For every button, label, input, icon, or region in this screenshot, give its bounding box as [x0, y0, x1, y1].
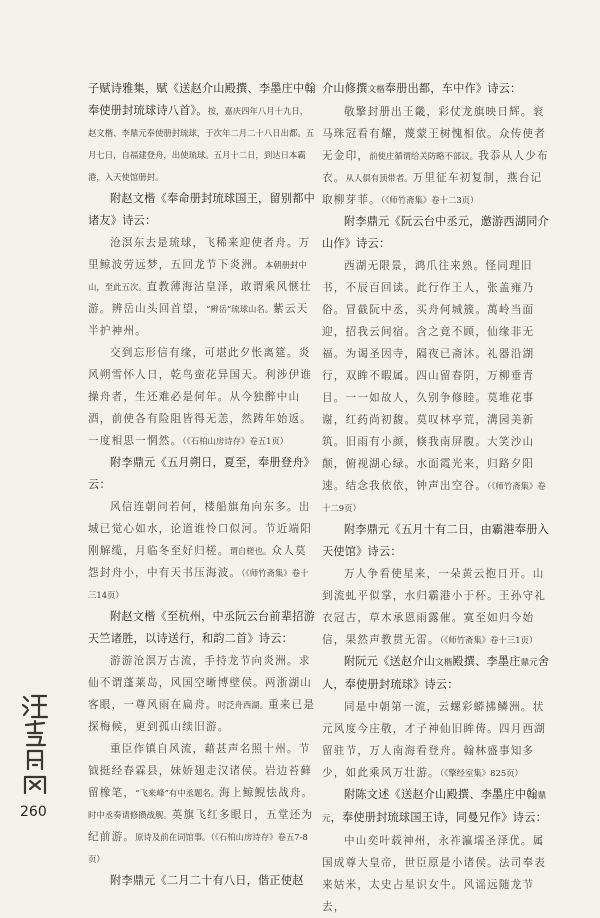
- heading-small: 鼎元: [520, 658, 538, 668]
- heading-text: 奉册出都，车中作》诗云：: [384, 82, 522, 95]
- poem-note: 时中丞奏请修攒战舰。: [88, 810, 172, 820]
- source-citation: （《师竹斋集》卷十三1页）: [439, 635, 538, 645]
- poem-line: 同是中朝第一流，云螺彩蟒拂鳞洲。状元风度今庄敬，才子神仙旧眸俦。四月西湖留驻节，万人南海看登舟。翰林盛事知多少，如此乘风万壮游。: [322, 701, 547, 779]
- heading-text: 殿撰、李墨庄: [452, 655, 521, 668]
- poem-line: 众人莫怨封舟小，中有天书压海波。: [88, 545, 307, 579]
- poem-note: “辨岳”琉球山名。: [205, 304, 274, 314]
- paragraph-heading: [88, 452, 316, 496]
- heading-text: 附赵文楷《奉命册封琉球国王，留别都中诸友》诗云：: [88, 192, 315, 227]
- heading-text: ，奉使册封琉球国王诗，同曼兄作》诗云：: [330, 811, 547, 824]
- poem-block: [88, 342, 316, 452]
- left-column: [88, 78, 316, 892]
- heading-text: 舍人，奉使册封琉球》诗云：: [322, 655, 550, 691]
- poem-note: 本朝册封中山，至此五次。: [88, 260, 307, 292]
- poem-block: [322, 563, 550, 651]
- paragraph-intro: [88, 78, 316, 188]
- poem-note: 时泛舟西湖。: [217, 700, 268, 710]
- paragraph-heading: [322, 519, 550, 563]
- poem-block: [322, 101, 550, 211]
- paragraph-heading: [322, 784, 550, 830]
- calligraphy-logo: [20, 693, 50, 797]
- poem-block: [88, 738, 316, 870]
- page-number: 260: [20, 804, 47, 820]
- poem-note: 从人俱有顶带者。: [345, 173, 413, 183]
- heading-text: 附李鼎元《阮云台中丞元，邀游西湖同介山作》诗云：: [322, 215, 549, 250]
- heading-small: 鼎元: [322, 791, 547, 824]
- heading-small: 文楷: [367, 85, 385, 95]
- heading-text: 附阮元《送赵介山: [344, 655, 436, 668]
- poem-line: 游游沧溟万古流，手持龙节向炎洲。求仙不谓蓬莱岛，风国空晰博壁侯。两浙湖山客眼，一尊风雨在扁舟。: [88, 655, 313, 711]
- poem-line: 万人争看使星来，一朵黄云抱日开。山到流虬平似掌，水归霸港小于杯。王孙守礼衣冠古，草木承恩雨露催。寞至如归今始信，果然声教贯无雷。: [322, 568, 547, 646]
- source-citation: （《师竹斋集》卷十二3页）: [380, 195, 479, 205]
- heading-text: 附李鼎元《五月十有二日，由霸港奉册入天使馆》诗云：: [322, 523, 549, 558]
- poem-note: 谓自槎也。: [229, 546, 272, 556]
- poem-block: [88, 232, 316, 342]
- poem-block: [88, 650, 316, 738]
- right-column: [322, 78, 550, 918]
- source-citation: （《擎经室集》825页）: [439, 768, 523, 778]
- poem-line: 沧溟东去是琉球，飞稀来迎使者舟。万里鲸波劳远梦，五回龙节下炎洲。: [88, 237, 311, 271]
- poem-line: 辨岳山头回首望，: [111, 303, 206, 315]
- poem-line: 紫云天半护神州。: [88, 303, 309, 337]
- poem-line: 直教薄海沾皇泽，敢谓乘风惬壮游。: [88, 281, 312, 315]
- heading-small: 文楷: [435, 658, 453, 668]
- poem-line: 西湖无限景，鸿爪往来熟。怪同理旧书，不辰百回读。此行作王人，张盖雍乃俗。冒截阮中丞，买舟何城簇。萬岭当面迎，招我云间宿。含之竟不顾，仙缘非无福。为谒圣因寺，隔夜已斋沐。礼器沿湖行，双眸不暇属。四山留春阴，万柳垂青目。一一如故人，久别争修睦。莫堆花事谢，红药尚初馥。莫叹林亭荒，溝园美新筑。旧雨有小颜，倏我南屏腹。大笑沙山颠，俯视湖心绿。水面霞光来，归路夕阳速。结念我依依，钟声出空谷。: [322, 260, 535, 492]
- poem-block: [322, 830, 550, 918]
- paragraph-heading: [88, 870, 316, 892]
- intro-note: 按，嘉庆四年八月十九日，赵文楷、李鼎元奉使册封琉球，于次年二月二十八日出都。五月七日，自福建登舟，出使琉球。五月十二日，到达日本霸港，入天使馆册封。: [88, 106, 315, 182]
- paragraph-heading: [322, 211, 550, 255]
- poem-line: 敬擎封册出王畿，彩仗龙旗映日辉。衮马珠冠看有耀，蔑蒙王树愧相依。众传使者无金印，: [322, 106, 547, 162]
- poem-line: 中山奕叶载神州，永祚瀛壖圣泽优。属国成尊大皇帝，世臣原是小诸侯。法司奉表来姑米，太史占星识女牛。风谣远随龙节去，: [322, 835, 547, 913]
- poem-line: 海上鲸鲵怯战舟。: [219, 787, 314, 799]
- poem-block: [88, 496, 316, 606]
- poem-line: 风信连朝问若何，楼船旗角向东多。出城已觉心如水，论道谁怜口似河。节近端阳刚解缆，月临冬至好归槎。: [88, 501, 313, 557]
- paragraph-heading: [322, 78, 550, 101]
- heading-text: 附赵文楷《至杭州，中丞阮云台前辈招游天竺诸胜，以诗送行，和韵二首》诗云：: [88, 610, 315, 645]
- poem-line: 英旗飞红多眼日，五堂还为纪前游。: [88, 809, 314, 843]
- poem-note: “飞来峰”有中丞题名。: [135, 788, 220, 798]
- poem-line: 交到忘形信有缘，可堪此夕怅离筵。炎风朔雪怀人日，乾鸟蛮花异国天。利涉伊谁操舟者，生还难必是何年。从今独醉中山酒，前使各有险阻皆得无恙，然踌年始返。一度相思一惘然。: [88, 347, 313, 447]
- poem-block: [322, 696, 550, 784]
- poem-block: [322, 255, 550, 519]
- heading-text: 附陈文述《送赵介山殿撰、李墨庄中翰: [344, 788, 538, 801]
- source-citation: （《师竹斋集》卷十三14页）: [88, 568, 309, 600]
- heading-text: 介山修撰: [322, 82, 368, 95]
- source-citation: （《石柏山房诗存》卷五7-8页）: [88, 832, 308, 864]
- source-citation: （《石柏山房诗存》卷五1页）: [182, 436, 289, 446]
- poem-line: 重来已是探梅候，更到孤山续旧游。: [88, 699, 316, 733]
- poem-line: 万里征车初复制，燕台记取柳芽菲。: [322, 172, 543, 206]
- poem-note: 前使庄循谓给关防略不部议。: [369, 151, 479, 161]
- poem-line: 我忝从人少布衣。: [322, 150, 549, 184]
- intro-text: 子赋诗雅集，赋《送赵介山殿撰、李墨庄中翰奉使册封琉球诗八首》。: [88, 82, 316, 117]
- poem-note: 原诗及前在词馆事。: [135, 832, 211, 842]
- heading-text: 附李鼎元《五月朔日，夏至，奉册登舟》云：: [88, 456, 315, 491]
- poem-line: 重臣作镇自风流，藉甚声名照十州。节钺挺经春霖县，妹娇翅走汉诸侯。岩边苔藓留橡笔，: [88, 743, 313, 799]
- paragraph-heading: [88, 188, 316, 232]
- heading-text: 附李鼎元《二月二十有八日，偕正使赵: [110, 874, 304, 887]
- paragraph-heading: [322, 651, 550, 696]
- paragraph-heading: [88, 606, 316, 650]
- source-citation: （《师竹斋集》卷十二9页）: [322, 481, 546, 513]
